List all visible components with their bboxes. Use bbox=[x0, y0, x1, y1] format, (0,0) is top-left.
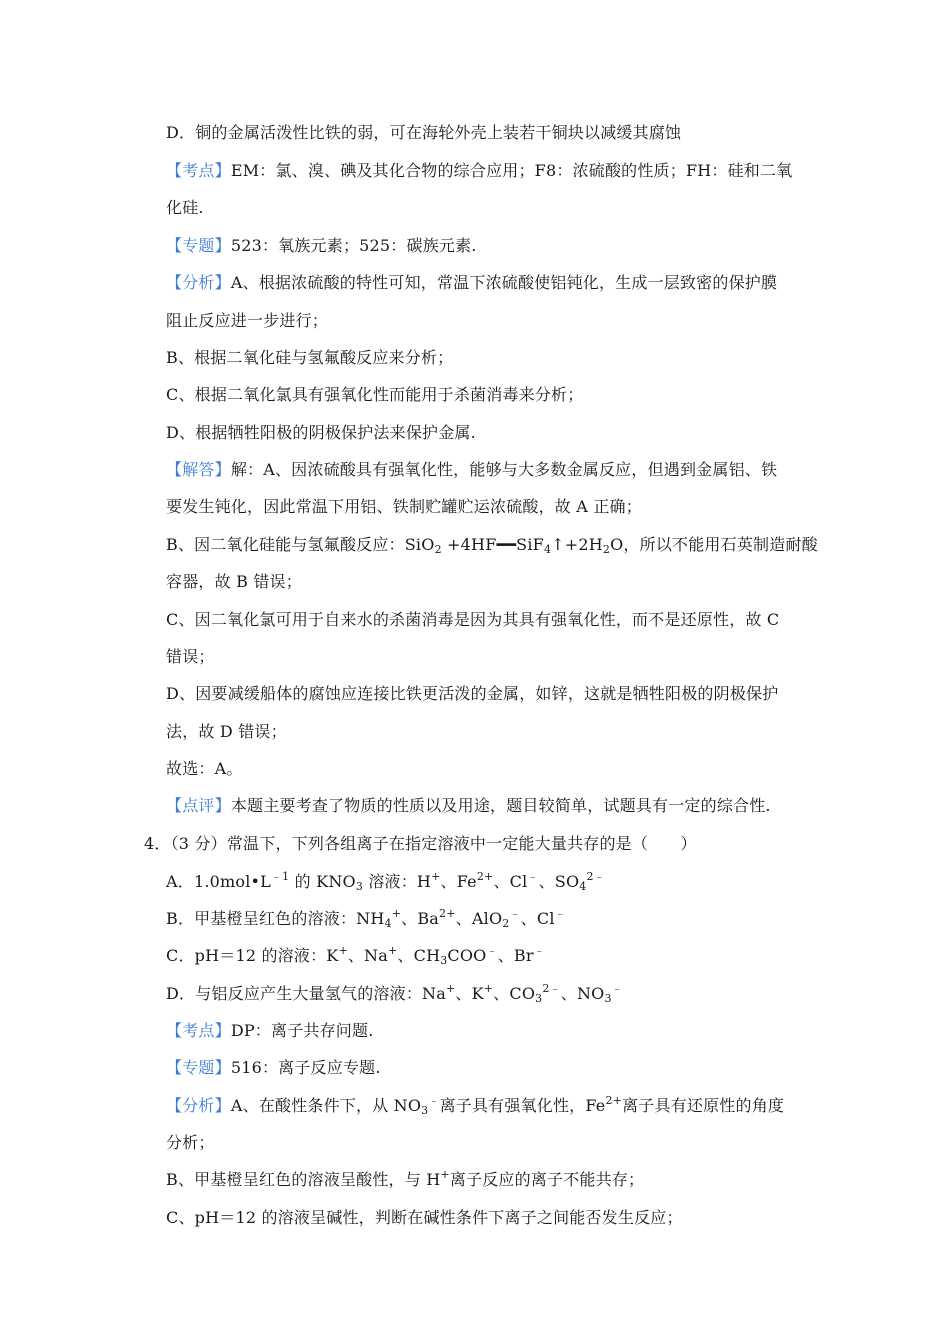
jieda-tag: 【解答】 bbox=[166, 460, 231, 479]
q4-option-a: A．$1.0mol•L^{﹣1}$ 的 $KNO_3$ 溶液：H+、$Fe^{2+}$、Cl﹣、$SO_4^{2﹣}$ bbox=[166, 870, 605, 893]
zhuanti-tag: 【专题】 bbox=[166, 236, 231, 255]
q3-fenxi-line5: D、根据牺牲阳极的阴极保护法来保护金属. bbox=[166, 423, 476, 442]
q3-kaodian: 【考点】EM：氯、溴、碘及其化合物的综合应用；F8：浓硫酸的性质；FH：硅和二氧 bbox=[166, 161, 793, 180]
q3-jieda-line8: 法，故 D 错误； bbox=[166, 722, 287, 741]
q4-fenxi-line2: 分析； bbox=[166, 1133, 215, 1152]
q4-option-c: C．pH＝12 的溶液：K+、Na+、$CH_3COO^﹣$、Br﹣ bbox=[166, 944, 545, 967]
q4-fenxi-line4: C、pH＝12 的溶液呈碱性，判断在碱性条件下离子之间能否发生反应； bbox=[166, 1208, 683, 1227]
dianping-tag: 【点评】 bbox=[166, 796, 231, 815]
q4-fenxi: 【分析】A、在酸性条件下，从 $NO_3^﹣$离子具有强氧化性，$Fe^{2+}$离子具有还原性的角度 bbox=[166, 1094, 785, 1117]
q3-dianping: 【点评】本题主要考查了物质的性质以及用途，题目较简单，试题具有一定的综合性. bbox=[166, 796, 771, 815]
q3-jieda-line2: 要发生钝化，因此常温下用铝、铁制贮罐贮运浓硫酸，故 A 正确； bbox=[166, 497, 642, 516]
kaodian-tag: 【考点】 bbox=[166, 161, 231, 180]
q3-jieda-line4: 容器，故 B 错误； bbox=[166, 572, 302, 591]
q3-jieda-line6: 错误； bbox=[166, 647, 215, 666]
q4-option-d: D．与铝反应产生大量氢气的溶液：Na+、K+、$CO_3^{2﹣}$、$NO_3^﹣$ bbox=[166, 982, 623, 1005]
q3-jieda-line9: 故选：A。 bbox=[166, 759, 243, 778]
fenxi-tag: 【分析】 bbox=[166, 1096, 231, 1115]
q3-fenxi-line3: B、根据二氧化硅与氢氟酸反应来分析； bbox=[166, 348, 454, 367]
zhuanti-tag: 【专题】 bbox=[166, 1058, 231, 1077]
q3-option-d: D．铜的金属活泼性比铁的弱，可在海轮外壳上装若干铜块以减缓其腐蚀 bbox=[166, 123, 682, 142]
q4-option-b: B．甲基橙呈红色的溶液：$NH_4^+$、$Ba^{2+}$、AlO$_2$﹣、Cl﹣ bbox=[166, 907, 566, 930]
q3-fenxi-line4: C、根据二氧化氯具有强氧化性而能用于杀菌消毒来分析； bbox=[166, 385, 584, 404]
kaodian-tag: 【考点】 bbox=[166, 1021, 231, 1040]
q3-jieda-line3: B、因二氧化硅能与氢氟酸反应：$SiO_2 +4HF━━SiF_4↑+2H_2O$，所以不能用石英制造耐酸 bbox=[166, 535, 818, 556]
q4-fenxi-line3: B、甲基橙呈红色的溶液呈酸性，与 H+离子反应的离子不能共存； bbox=[166, 1168, 645, 1189]
q4-stem: 4．（3 分）常温下，下列各组离子在指定溶液中一定能大量共存的是（ ） bbox=[144, 834, 697, 853]
q4-zhuanti: 【专题】516：离子反应专题. bbox=[166, 1058, 381, 1077]
q4-kaodian: 【考点】DP：离子共存问题. bbox=[166, 1021, 374, 1040]
fenxi-tag: 【分析】 bbox=[166, 273, 231, 292]
q3-jieda-line5: C、因二氧化氯可用于自来水的杀菌消毒是因为其具有强氧化性，而不是还原性，故 C bbox=[166, 610, 780, 629]
q3-zhuanti: 【专题】523：氧族元素；525：碳族元素. bbox=[166, 236, 477, 255]
q3-kaodian-cont: 化硅. bbox=[166, 198, 204, 217]
q3-fenxi: 【分析】A、根据浓硫酸的特性可知，常温下浓硫酸使铝钝化，生成一层致密的保护膜 bbox=[166, 273, 778, 292]
q3-fenxi-line2: 阻止反应进一步进行； bbox=[166, 311, 329, 330]
q3-jieda: 【解答】解：A、因浓硫酸具有强氧化性，能够与大多数金属反应，但遇到金属铝、铁 bbox=[166, 460, 778, 479]
q3-jieda-line7: D、因要减缓船体的腐蚀应连接比铁更活泼的金属，如锌，这就是牺牲阳极的阴极保护 bbox=[166, 684, 779, 703]
